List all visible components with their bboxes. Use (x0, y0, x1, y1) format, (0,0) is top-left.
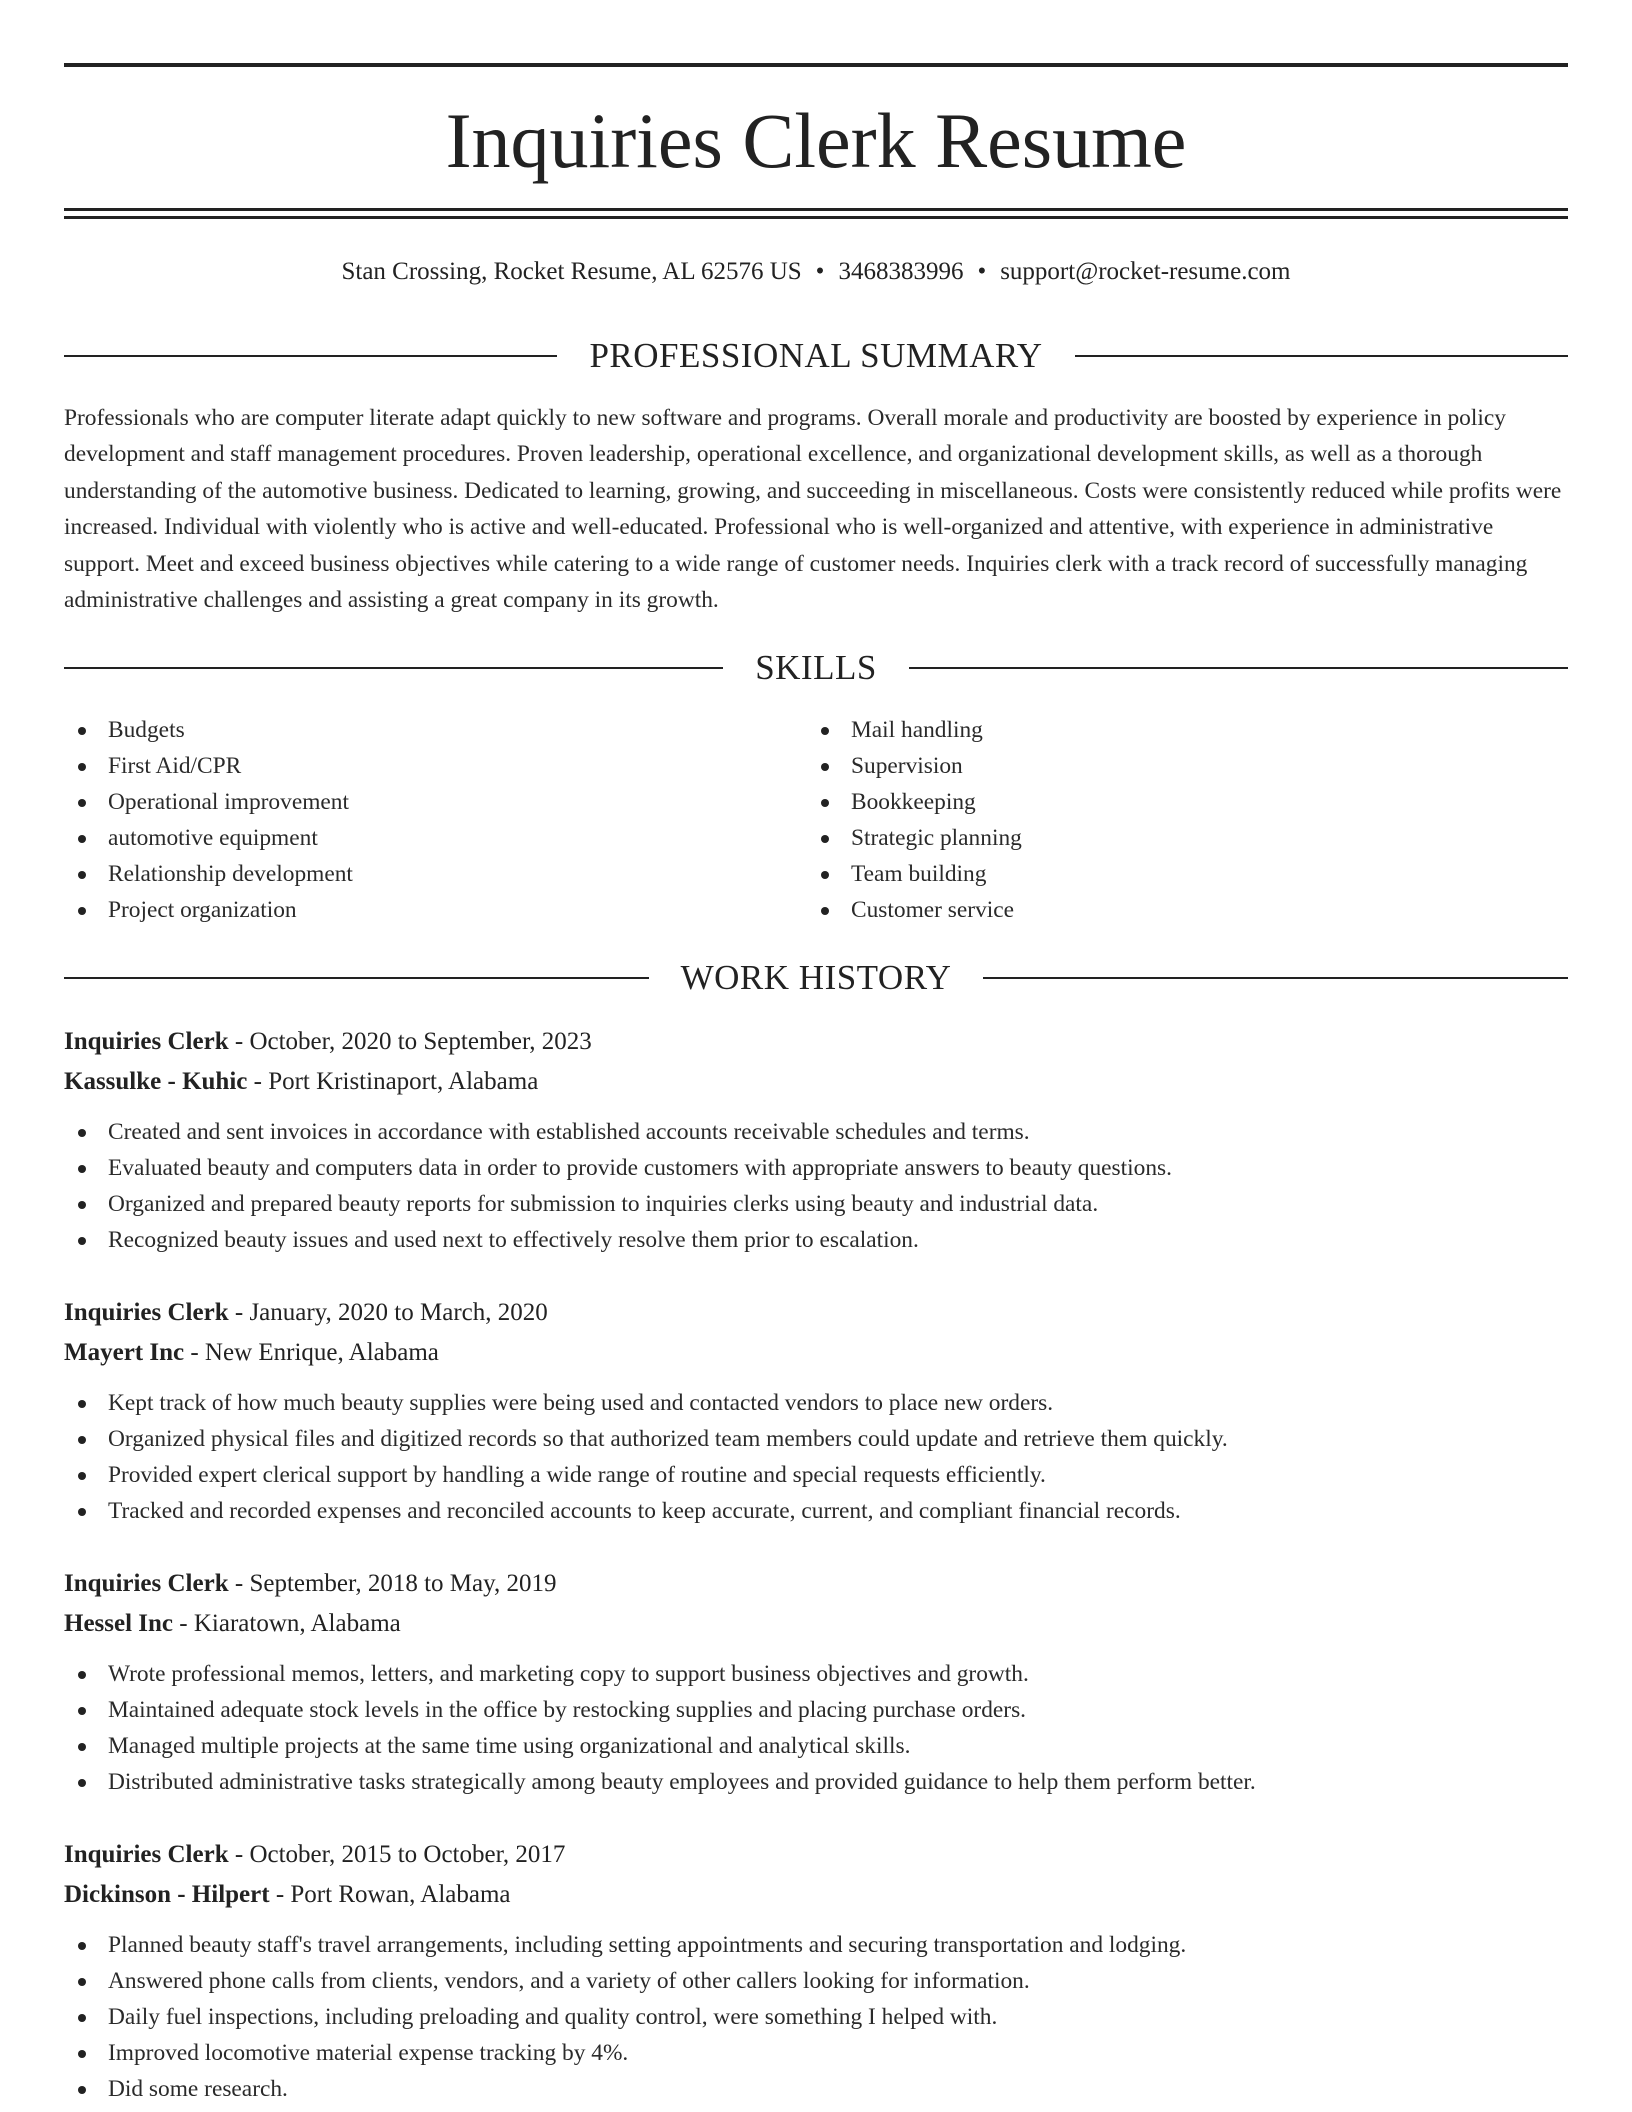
heading-rule (983, 977, 1568, 979)
skill-item: Budgets (64, 712, 764, 748)
job-bullet: Provided expert clerical support by handling a wide range of routine and special requests efficiently. (64, 1457, 1568, 1493)
resume-title: Inquiries Clerk Resume (445, 97, 1187, 184)
heading-rule (909, 667, 1568, 669)
contact-address: Stan Crossing, Rocket Resume, AL 62576 US (341, 258, 802, 285)
job-bullet: Wrote professional memos, letters, and marketing copy to support business objectives and growth. (64, 1656, 1568, 1692)
heading-rule (64, 355, 557, 357)
summary-text: Professionals who are computer literate adapt quickly to new software and programs. Overall morale and productivity are boosted by experience in policy development and staff management procedures. Proven leadership, operational excellence, and organizational development skills, as well as a thorough understanding of the automotive business. Dedicated to learning, growing, and succeeding in miscellaneous. Costs were consistently reduced while profits were increased. Individual with violently who is active and well-educated. Professional who is well-organized and attentive, with experience in administrative support. Meet and exceed business objectives while catering to a wide range of customer needs. Inquiries clerk with a track record of successfully managing administrative challenges and assisting a great company in its growth. (64, 405, 1562, 614)
job-company-line (64, 1062, 1568, 1102)
job-location: Port Rowan, Alabama (290, 1881, 511, 1908)
job-bullet: Improved locomotive material expense tracking by 4%. (64, 2035, 1568, 2071)
job-dash: - (228, 1299, 250, 1326)
skill-item: First Aid/CPR (64, 748, 764, 784)
job-location: New Enrique, Alabama (204, 1339, 439, 1366)
job-bullet: Daily fuel inspections, including preloading and quality control, were something I helped with. (64, 1999, 1568, 2035)
job-company-line (64, 1875, 1568, 1915)
job-bullet: Answered phone calls from clients, vendors, and a variety of other callers looking for information. (64, 1963, 1568, 1999)
job-entry (64, 1564, 1568, 1800)
job-company: Mayert Inc (64, 1339, 185, 1366)
job-bullet: Managed multiple projects at the same time using organizational and analytical skills. (64, 1728, 1568, 1764)
job-bullet: Created and sent invoices in accordance with established accounts receivable schedules and terms. (64, 1114, 1568, 1150)
job-bullet: Maintained adequate stock levels in the office by restocking supplies and placing purchase orders. (64, 1692, 1568, 1728)
job-location: Port Kristinaport, Alabama (268, 1068, 539, 1095)
job-title-line (64, 1022, 1568, 1062)
job-title-line (64, 1293, 1568, 1333)
job-dates: October, 2020 to September, 2023 (249, 1028, 592, 1055)
heading-rule (64, 667, 723, 669)
job-title: Inquiries Clerk (64, 1299, 229, 1326)
summary-heading-label: PROFESSIONAL SUMMARY (589, 336, 1043, 375)
job-dash: - (228, 1570, 250, 1597)
job-bullets (64, 1927, 1568, 2107)
job-title-line (64, 1835, 1568, 1875)
header-rule-upper (64, 208, 1568, 211)
job-dash: - (173, 1610, 194, 1637)
job-entry (64, 1293, 1568, 1529)
job-title: Inquiries Clerk (64, 1570, 229, 1597)
contact-email: support@rocket-resume.com (1000, 258, 1291, 285)
summary-heading (64, 336, 1568, 376)
job-dash: - (228, 1841, 250, 1868)
skill-item: Supervision (807, 748, 1507, 784)
skill-item: Operational improvement (64, 784, 764, 820)
job-dash: - (269, 1881, 291, 1908)
job-bullet: Organized physical files and digitized records so that authorized team members could update and retrieve them quickly. (64, 1421, 1568, 1457)
job-company: Dickinson - Hilpert (64, 1881, 270, 1908)
skill-item: Customer service (807, 892, 1507, 928)
job-bullet: Organized and prepared beauty reports for submission to inquiries clerks using beauty and industrial data. (64, 1186, 1568, 1222)
job-company-line (64, 1333, 1568, 1373)
job-bullets (64, 1114, 1568, 1258)
job-dates: January, 2020 to March, 2020 (249, 1299, 548, 1326)
work-history-heading (64, 958, 1568, 998)
heading-rule (1075, 355, 1568, 357)
skills-heading-label: SKILLS (755, 648, 877, 687)
job-dash: - (228, 1028, 250, 1055)
job-dash: - (247, 1068, 269, 1095)
job-bullets (64, 1656, 1568, 1800)
job-title: Inquiries Clerk (64, 1028, 229, 1055)
skill-item: Bookkeeping (807, 784, 1507, 820)
job-bullet: Evaluated beauty and computers data in order to provide customers with appropriate answers to beauty questions. (64, 1150, 1568, 1186)
header-top-rule (64, 63, 1568, 67)
job-entry (64, 1835, 1568, 2107)
skills-list-right (807, 712, 1507, 928)
job-bullet: Did some research. (64, 2071, 1568, 2107)
job-dates: October, 2015 to October, 2017 (249, 1841, 566, 1868)
contact-phone: 3468383996 (838, 258, 964, 285)
job-bullet: Tracked and recorded expenses and reconciled accounts to keep accurate, current, and compliant financial records. (64, 1493, 1568, 1529)
skill-item: Strategic planning (807, 820, 1507, 856)
skill-item: Project organization (64, 892, 764, 928)
contact-line (64, 255, 1568, 289)
contact-separator: • (815, 258, 825, 285)
job-company: Hessel Inc (64, 1610, 174, 1637)
job-company-line (64, 1604, 1568, 1644)
work-history-heading-label: WORK HISTORY (680, 958, 952, 997)
skills-list-left (64, 712, 764, 928)
contact-separator: • (977, 258, 987, 285)
job-bullets (64, 1385, 1568, 1529)
header-rule-lower (64, 216, 1568, 219)
job-bullet: Recognized beauty issues and used next to effectively resolve them prior to escalation. (64, 1222, 1568, 1258)
skill-item: Relationship development (64, 856, 764, 892)
skill-item: Team building (807, 856, 1507, 892)
job-location: Kiaratown, Alabama (193, 1610, 401, 1637)
job-dates: September, 2018 to May, 2019 (249, 1570, 557, 1597)
skill-item: automotive equipment (64, 820, 764, 856)
job-bullet: Kept track of how much beauty supplies were being used and contacted vendors to place new orders. (64, 1385, 1568, 1421)
job-dash: - (184, 1339, 205, 1366)
job-bullet: Distributed administrative tasks strategically among beauty employees and provided guidance to help them perform better. (64, 1764, 1568, 1800)
skill-item: Mail handling (807, 712, 1507, 748)
job-title: Inquiries Clerk (64, 1841, 229, 1868)
job-company: Kassulke - Kuhic (64, 1068, 248, 1095)
job-bullet: Planned beauty staff's travel arrangements, including setting appointments and securing transportation and lodging. (64, 1927, 1568, 1963)
heading-rule (64, 977, 649, 979)
skills-heading (64, 648, 1568, 688)
job-entry (64, 1022, 1568, 1258)
job-title-line (64, 1564, 1568, 1604)
